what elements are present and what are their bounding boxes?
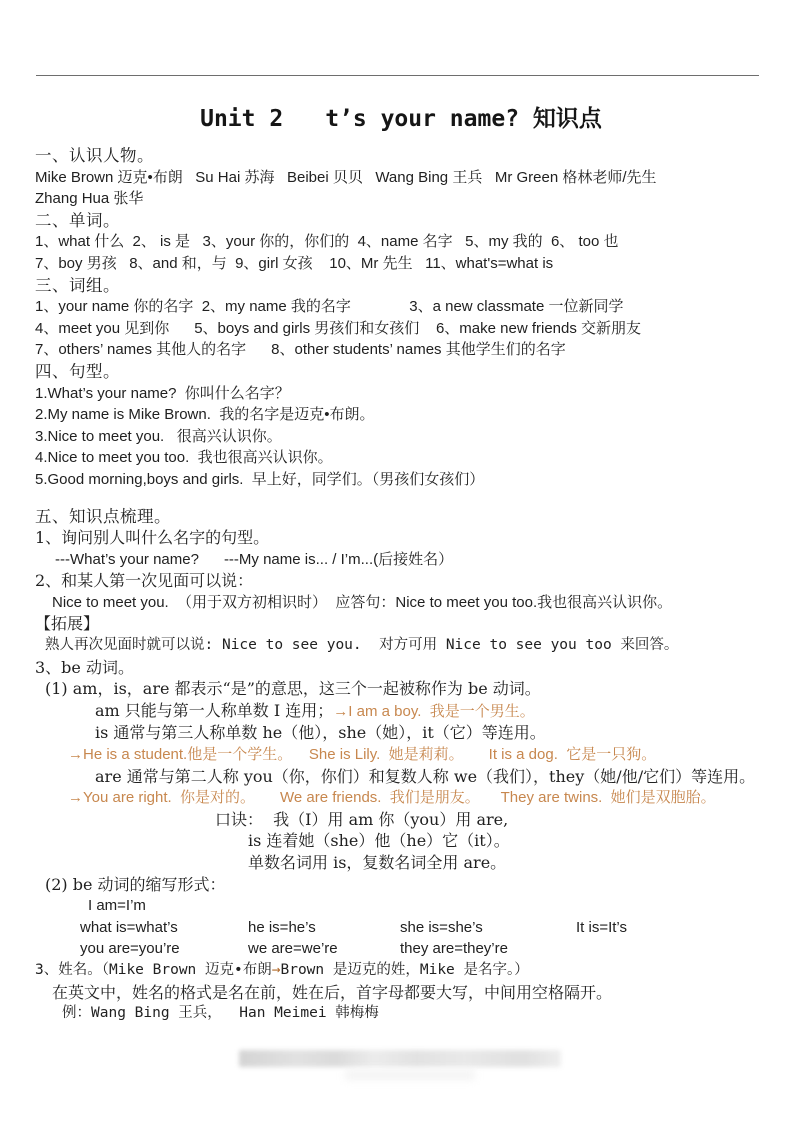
- names-rule-intro: 3、姓名。（Mike Brown 迈克•布朗: [35, 961, 272, 978]
- names-format-rule: 在英文中，姓名的格式是名在前，姓在后，首字母都要大写，中间用空格隔开。: [52, 982, 613, 1002]
- contraction-i-am: I am=I’m: [88, 897, 146, 915]
- kp-expansion-label: 【拓展】: [35, 614, 100, 634]
- right-arrow-icon: →: [271, 961, 281, 978]
- contraction-row-2: [80, 938, 767, 960]
- mnemonic-line-1: 口诀： 我（I）用 am 你（you）用 are,: [215, 809, 509, 829]
- names-rule-rest: Brown 是迈克的姓，Mike 是名字。）: [280, 961, 529, 978]
- be-verb-am-rule: [35, 700, 767, 723]
- blurred-watermark-smudge: [345, 1070, 475, 1080]
- section-3-heading: 三、词组。: [35, 275, 120, 295]
- blurred-watermark: [239, 1050, 561, 1067]
- phrases-line-2: 4、meet you 见到你 5、boys and girls 男孩们和女孩们 6、make new friends 交新朋友: [35, 319, 642, 337]
- contraction-what-is: what is=what’s: [80, 918, 178, 936]
- am-example: →I am a boy. 我是一个男生。: [333, 702, 535, 720]
- title-knowledge: 知识点: [532, 106, 602, 132]
- is-examples: →He is a student.他是一个学生。 She is Lily. 她是莉莉。 It is a dog. 它是一只狗。: [68, 746, 657, 764]
- are-examples: →You are right. 你是对的。 We are friends. 我们是朋友。 They are twins. 她们是双胞胎。: [68, 789, 716, 807]
- contraction-she-is: she is=she’s: [400, 918, 483, 936]
- phrases-line-1: 1、your name 你的名字 2、my name 我的名字 3、a new classmate 一位新同学: [35, 298, 624, 316]
- kp-expansion-text: 熟人再次见面时就可以说: Nice to see you. 对方可用 Nice to see you too 来回答。: [45, 637, 679, 654]
- names-examples: 例：Wang Bing 王兵， Han Meimei 韩梅梅: [62, 1005, 379, 1022]
- header-rule: [36, 75, 759, 76]
- be-verb-rule-1: (1) am，is，are 都表示“是”的意思，这三个一起被称作为 be 动词。: [45, 679, 541, 699]
- contraction-he-is: he is=he’s: [248, 918, 316, 936]
- kp-nice-to-meet: Nice to meet you. （用于双方初相识时） 应答句：Nice to meet you too.我也很高兴认识你。: [52, 593, 673, 611]
- contraction-you-are: you are=you’re: [80, 940, 180, 958]
- mnemonic-line-2: is 连着她（she）他（he）它（it）。: [248, 831, 510, 851]
- sentence-2: 2.My name is Mike Brown. 我的名字是迈克•布朗。: [35, 406, 375, 424]
- contraction-it-is: It is=It’s: [576, 918, 627, 936]
- kp-item-2: 2、和某人第一次见面可以说：: [35, 571, 254, 591]
- contraction-row-1: [80, 917, 767, 939]
- section-5-heading: 五、知识点梳理。: [35, 506, 171, 526]
- sentence-1: 1.What’s your name? 你叫什么名字？: [35, 384, 290, 402]
- phrases-line-3: 7、others’ names 其他人的名字 8、other students’ names 其他学生们的名字: [35, 341, 566, 359]
- be-verb-contraction-heading: (2) be 动词的缩写形式：: [45, 874, 226, 894]
- sentence-5: 5.Good morning,boys and girls. 早上好，同学们。（男孩们女孩们）: [35, 470, 485, 488]
- sentence-4: 4.Nice to meet you too. 我也很高兴认识你。: [35, 449, 333, 467]
- contraction-empty: [576, 938, 767, 960]
- words-line-1: 1、what 什么 2、 is 是 3、your 你的，你们的 4、name 名字 5、my 我的 6、 too 也: [35, 233, 619, 251]
- words-line-2: 7、boy 男孩 8、and 和，与 9、girl 女孩 10、Mr 先生 11、what's=what is: [35, 254, 554, 272]
- sentence-3: 3.Nice to meet you. 很高兴认识你。: [35, 427, 282, 445]
- mnemonic-line-3: 单数名词用 is，复数名词全用 are。: [248, 853, 507, 872]
- kp-item-1: 1、询问别人叫什么名字的句型。: [35, 528, 270, 548]
- contraction-they-are: they are=they’re: [400, 940, 508, 958]
- title-unit: Unit 2: [200, 106, 284, 132]
- contraction-we-are: we are=we’re: [248, 940, 338, 958]
- section-4-heading: 四、句型。: [35, 361, 120, 381]
- kp-whats-your-name: ---What’s your name? ---My name is... / I’m...(后接姓名）: [55, 550, 454, 568]
- section-2-heading: 二、单词。: [35, 210, 120, 230]
- kp-item-3-names: [35, 960, 767, 982]
- kp-item-3-be-verb: 3、be 动词。: [35, 657, 134, 677]
- names-line-1: Mike Brown 迈克•布朗 Su Hai 苏海 Beibei 贝贝 Wang Bing 王兵 Mr Green 格林老师/先生: [35, 168, 657, 186]
- section-1-heading: 一、认识人物。: [35, 146, 154, 165]
- names-line-2: Zhang Hua 张华: [35, 190, 144, 208]
- am-rule-text: am 只能与第一人称单数 I 连用；: [95, 700, 334, 720]
- be-verb-is-rule: is 通常与第三人称单数 he（他），she（她），it（它）等连用。: [95, 723, 546, 743]
- document-content: [35, 94, 767, 1025]
- be-verb-are-rule: are 通常与第二人称 you（你，你们）和复数人称 we（我们），they（她/他/它们）等连用。: [95, 766, 756, 786]
- section-spacer: [35, 491, 767, 506]
- title-question: t’s your name?: [325, 106, 533, 132]
- page-title: [35, 100, 767, 133]
